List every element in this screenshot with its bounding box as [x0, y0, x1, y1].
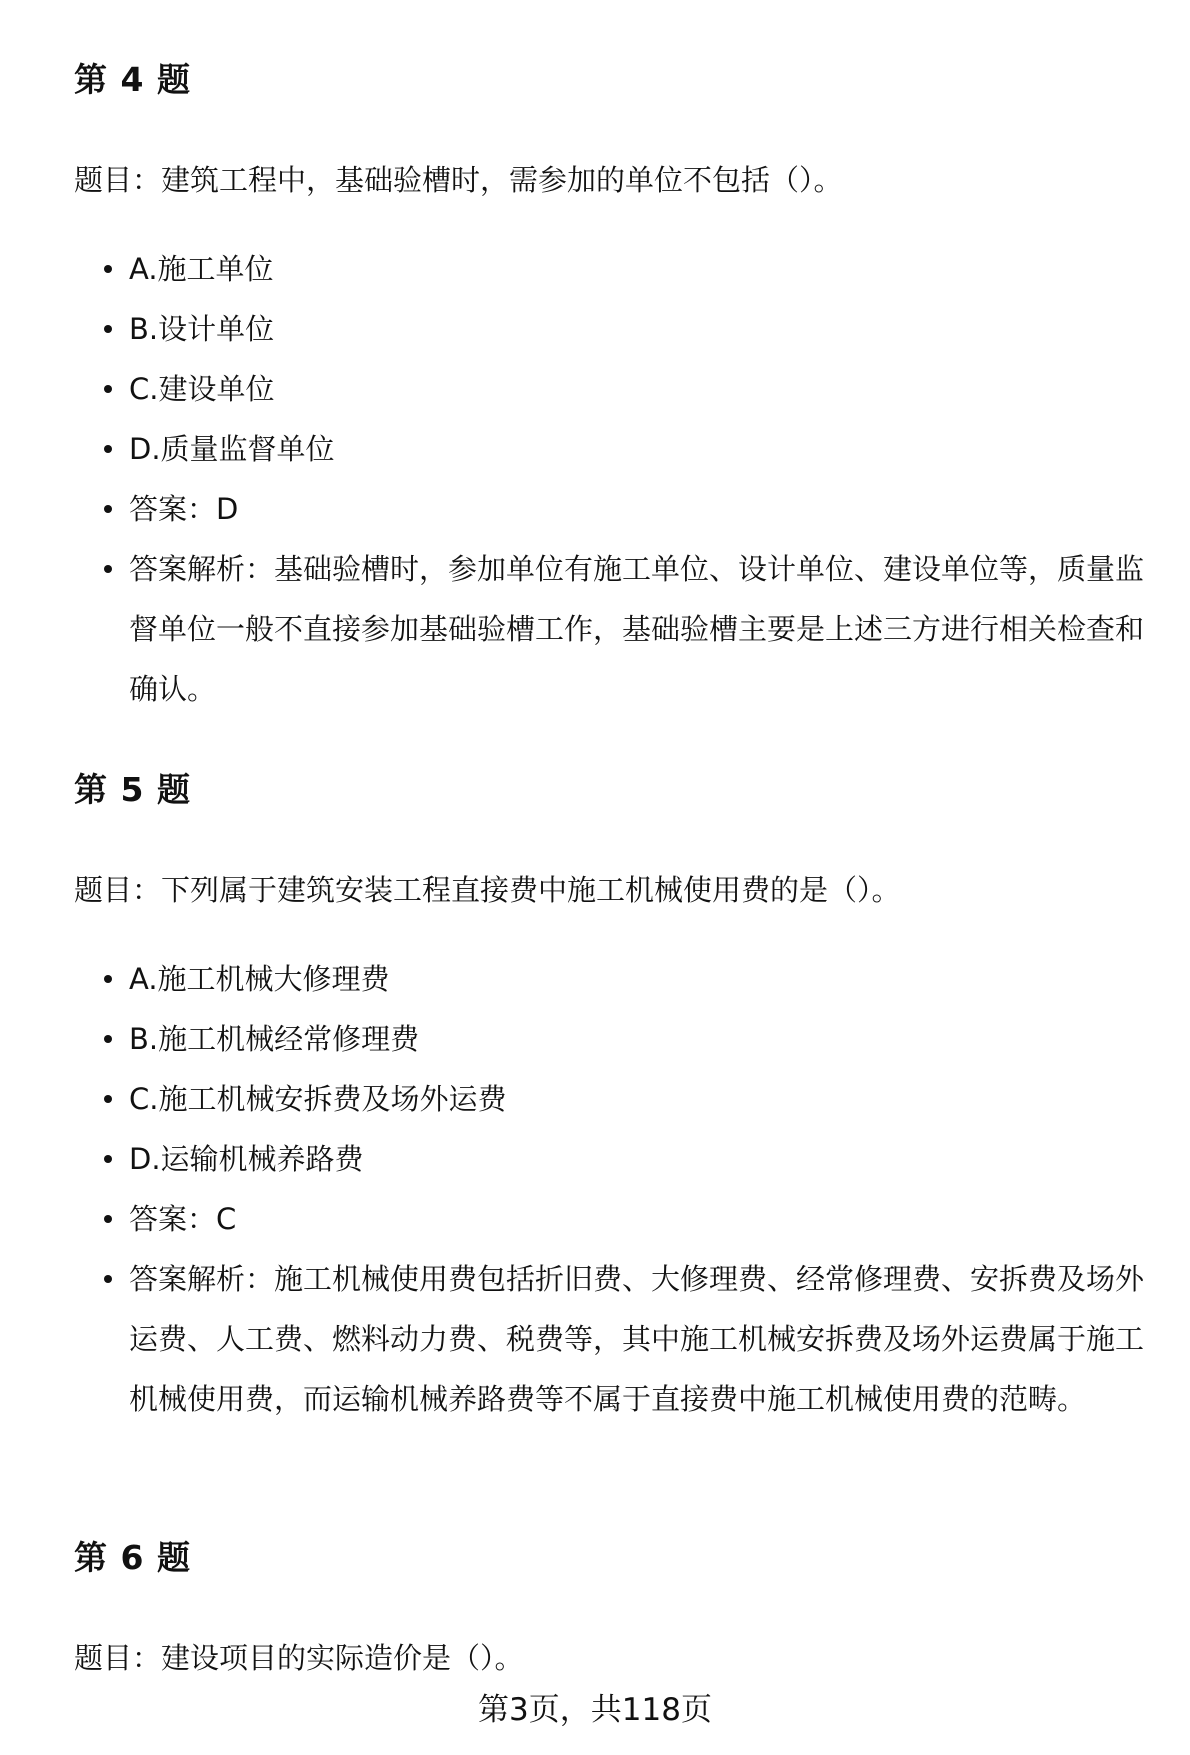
- option-item: [0, 239, 1190, 299]
- bullet-icon: [104, 325, 112, 333]
- question-stem: 题目：下列属于建筑安装工程直接费中施工机械使用费的是（）。: [74, 873, 901, 907]
- bullet-icon: [104, 445, 112, 453]
- bullet-icon: [104, 1035, 112, 1043]
- answer-item: [0, 479, 1190, 539]
- analysis-text: 答案解析：基础验槽时，参加单位有施工单位、设计单位、建设单位等，质量监督单位一般不直接参加基础验槽工作，基础验槽主要是上述三方进行相关检查和确认。: [129, 552, 1145, 706]
- bullet-icon: [104, 565, 112, 573]
- option-item: [0, 1009, 1190, 1069]
- option-item: [0, 1129, 1190, 1189]
- option-item: [0, 1069, 1190, 1129]
- bullet-icon: [104, 1275, 112, 1283]
- answer-text: 答案：D: [129, 492, 239, 526]
- analysis-text: 答案解析：施工机械使用费包括折旧费、大修理费、经常修理费、安拆费及场外运费、人工费、燃料动力费、税费等，其中施工机械安拆费及场外运费属于施工机械使用费，而运输机械养路费等不属于直接费中施工机械使用费的范畴。: [129, 1262, 1145, 1416]
- option-text: B.设计单位: [129, 312, 275, 346]
- bullet-icon: [104, 265, 112, 273]
- question-stem: 题目：建筑工程中，基础验槽时，需参加的单位不包括（）。: [74, 163, 843, 197]
- answer-item: [0, 1189, 1190, 1249]
- option-text: D.质量监督单位: [129, 432, 335, 466]
- bullet-icon: [104, 1095, 112, 1103]
- bullet-icon: [104, 1215, 112, 1223]
- option-text: D.运输机械养路费: [129, 1142, 364, 1176]
- option-item: [0, 359, 1190, 419]
- option-text: B.施工机械经常修理费: [129, 1022, 420, 1056]
- bullet-icon: [104, 385, 112, 393]
- question-heading: 第 5 题: [74, 770, 191, 809]
- option-text: C.施工机械安拆费及场外运费: [129, 1082, 507, 1116]
- page-number: 第3页，共118页: [478, 1692, 712, 1728]
- option-item: [0, 419, 1190, 479]
- answer-text: 答案：C: [129, 1202, 237, 1236]
- analysis-item: [0, 539, 1190, 719]
- option-text: A.施工单位: [129, 252, 274, 286]
- bullet-icon: [104, 975, 112, 983]
- question-heading: 第 4 题: [74, 60, 191, 99]
- question-heading: 第 6 题: [74, 1538, 191, 1577]
- question-stem: 题目：建设项目的实际造价是（）。: [74, 1641, 524, 1675]
- bullet-icon: [104, 1155, 112, 1163]
- analysis-item: [0, 1249, 1190, 1429]
- bullet-icon: [104, 505, 112, 513]
- option-text: C.建设单位: [129, 372, 275, 406]
- option-item: [0, 949, 1190, 1009]
- options-list: [0, 949, 1190, 1429]
- options-list: [0, 239, 1190, 719]
- option-item: [0, 299, 1190, 359]
- option-text: A.施工机械大修理费: [129, 962, 390, 996]
